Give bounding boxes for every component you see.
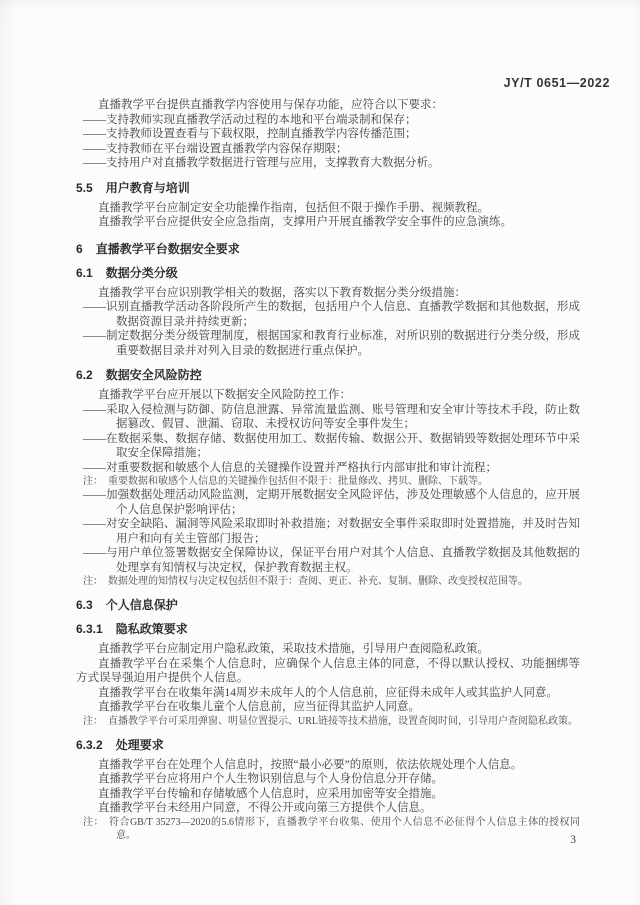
dash-prefix: —— xyxy=(83,113,106,126)
paragraph xyxy=(76,758,580,773)
dash-prefix: —— xyxy=(83,330,106,342)
section-heading xyxy=(76,181,580,195)
dash-list-item xyxy=(76,517,580,546)
section-heading xyxy=(76,266,580,280)
dash-prefix: —— xyxy=(83,403,106,416)
paragraph-text: 直播教学平台传输和存储敏感个人信息时，应采用加密等安全措施。 xyxy=(98,787,443,800)
paragraph-text: 支持用户对直播教学数据进行管理与应用，支撑教育大数据分析。 xyxy=(106,157,440,169)
paragraph xyxy=(76,215,580,230)
dash-list-item xyxy=(76,488,580,517)
dash-list-item xyxy=(76,113,580,128)
dash-prefix: —— xyxy=(83,301,106,313)
paragraph xyxy=(76,686,580,701)
dash-list-item xyxy=(76,142,580,157)
note-line xyxy=(76,475,580,488)
paragraph-text: 直播教学平台应制定用户隐私政策，采取技术措施，引导用户查阅隐私政策。 xyxy=(98,643,489,655)
dash-list-item xyxy=(76,403,580,432)
dash-list-item xyxy=(76,156,580,171)
paragraph xyxy=(76,286,580,301)
paragraph-text: 直播教学平台应提供安全应急指南，支撑用户开展直播教学安全事件的应急演练。 xyxy=(98,216,512,228)
note-prefix: 注： xyxy=(83,715,103,727)
section-heading xyxy=(76,598,580,612)
section-title: 直播教学平台数据安全要求 xyxy=(95,241,240,256)
dash-prefix: —— xyxy=(83,461,106,474)
section-title: 数据分类分级 xyxy=(105,265,178,280)
document-code-header: JY/T 0651—2022 xyxy=(503,76,610,90)
dash-list-item xyxy=(76,329,580,358)
paragraph-text: 与用户单位签署数据安全保障协议，保证平台用户对其个人信息、直播教学数据及其他数据的处理享有知情权与决定权，保护教育数据主权。 xyxy=(106,547,580,574)
paragraph-text: 直播教学平台提供直播教学内容使用与保存功能，应符合以下要求： xyxy=(98,99,443,111)
paragraph xyxy=(76,801,580,816)
paragraph-text: 支持教师设置查看与下载权限，控制直播教学内容传播范围； xyxy=(106,128,417,140)
section-number: 5.5 xyxy=(76,180,93,195)
paragraph xyxy=(76,388,580,403)
dash-list-item xyxy=(76,127,580,142)
paragraph-text: 直播教学平台应识别教学相关的数据，落实以下教育数据分类分级措施： xyxy=(98,286,466,299)
note-prefix: 注： xyxy=(83,816,104,828)
section-number: 6.3.1 xyxy=(76,622,103,636)
paragraph xyxy=(76,98,580,113)
paragraph-text: 在数据采集、数据存储、数据使用加工、数据传输、数据公开、数据销毁等数据处理环节中采取安全保障措施； xyxy=(106,432,580,459)
dash-prefix: —— xyxy=(83,489,106,501)
note-prefix: 注： xyxy=(83,476,103,487)
paragraph-text: 对重要数据和敏感个人信息的关键操作设置并严格执行内部审批和审计流程； xyxy=(106,461,497,474)
paragraph-text: 直播教学平台应开展以下数据安全风险防控工作： xyxy=(98,389,351,401)
dash-prefix: —— xyxy=(83,142,106,155)
note-line xyxy=(76,575,580,588)
paragraph xyxy=(76,657,580,686)
paragraph-text: 采取入侵检测与防御、防信息泄露、异常流量监测、账号管理和安全审计等技术手段，防止数据篡改、假冒、泄漏、窃取、未授权访问等安全事件发生； xyxy=(106,403,580,430)
paragraph-text: 直播教学平台在收集儿童个人信息前，应当征得其监护人同意。 xyxy=(98,701,420,713)
paragraph-text: 对安全缺陷、漏洞等风险采取即时补救措施；对数据安全事件采取即时处置措施，并及时告知用户和向有关主管部门报告； xyxy=(106,518,580,545)
section-number: 6.3 xyxy=(76,598,93,612)
paragraph-text: 直播教学平台在处理个人信息时，按照“最小必要”的原则，依法依规处理个人信息。 xyxy=(98,758,523,771)
section-number: 6.1 xyxy=(76,265,93,280)
dash-list-item xyxy=(76,432,580,461)
section-heading xyxy=(76,368,580,382)
dash-prefix: —— xyxy=(83,547,106,559)
paragraph-text: 支持教师实现直播教学活动过程的本地和平台端录制和保存； xyxy=(106,113,417,126)
note-text: 直播教学平台可采用弹窗、明显位置提示、URL链接等技术措施，设置查阅时间，引导用户查阅隐私政策。 xyxy=(108,715,578,727)
paragraph xyxy=(76,700,580,715)
note-line xyxy=(76,816,580,842)
paragraph xyxy=(76,201,580,216)
section-heading xyxy=(76,622,580,636)
paragraph xyxy=(76,642,580,657)
section-heading xyxy=(76,242,580,256)
dash-prefix: —— xyxy=(83,157,106,169)
note-line xyxy=(76,715,580,728)
dash-prefix: —— xyxy=(83,432,106,445)
section-number: 6.2 xyxy=(76,368,93,382)
paragraph-text: 直播教学平台应将用户个人生物识别信息与个人身份信息分开存储。 xyxy=(98,773,443,785)
section-number: 6.3.2 xyxy=(76,737,103,752)
section-title: 隐私政策要求 xyxy=(115,622,188,636)
paragraph xyxy=(76,772,580,787)
section-title: 个人信息保护 xyxy=(105,598,178,612)
dash-list-item xyxy=(76,461,580,476)
section-number: 6 xyxy=(76,241,83,256)
note-text: 数据处理的知情权与决定权包括但不限于：查阅、更正、补充、复制、删除、改变授权范围等。 xyxy=(108,576,528,587)
dash-prefix: —— xyxy=(83,128,106,140)
dash-prefix: —— xyxy=(83,518,106,530)
page-number: 3 xyxy=(570,834,576,846)
dash-list-item xyxy=(76,300,580,329)
paragraph xyxy=(76,787,580,802)
section-title: 数据安全风险防控 xyxy=(105,368,202,382)
paragraph-text: 直播教学平台在收集年满14周岁未成年人的个人信息前，应征得未成年人或其监护人同意。 xyxy=(98,686,558,699)
paragraph-text: 识别直播教学活动各阶段所产生的数据，包括用户个人信息、直播教学数据和其他数据，形成数据资源目录并持续更新； xyxy=(106,301,580,328)
note-text: 符合GB/T 35273—2020的5.6情形下，直播教学平台收集、使用个人信息不必征得个人信息主体的授权同意。 xyxy=(108,816,581,841)
paragraph-text: 加强数据处理活动风险监测，定期开展数据安全风险评估，涉及处理敏感个人信息的，应开展个人信息保护影响评估； xyxy=(106,489,580,516)
section-title: 用户教育与培训 xyxy=(105,180,190,195)
note-text: 重要数据和敏感个人信息的关键操作包括但不限于：批量修改、拷贝、删除、下载等。 xyxy=(108,476,488,487)
document-body xyxy=(76,98,580,842)
section-heading xyxy=(76,738,580,752)
section-title: 处理要求 xyxy=(115,737,164,752)
paragraph-text: 制定数据分类分级管理制度，根据国家和教育行业标准，对所识别的数据进行分类分级，形成重要数据目录并对列入目录的数据进行重点保护。 xyxy=(106,330,580,357)
paragraph-text: 直播教学平台未经用户同意，不得公开或向第三方提供个人信息。 xyxy=(98,802,432,814)
paragraph-text: 直播教学平台应制定安全功能操作指南，包括但不限于操作手册、视频教程。 xyxy=(98,201,489,214)
paragraph-text: 直播教学平台在采集个人信息时，应确保个人信息主体的同意，不得以默认授权、功能捆绑等方式误导强迫用户提供个人信息。 xyxy=(76,657,580,684)
note-prefix: 注： xyxy=(83,576,103,587)
dash-list-item xyxy=(76,546,580,575)
paragraph-text: 支持教师在平台端设置直播教学内容保存期限； xyxy=(106,142,348,155)
